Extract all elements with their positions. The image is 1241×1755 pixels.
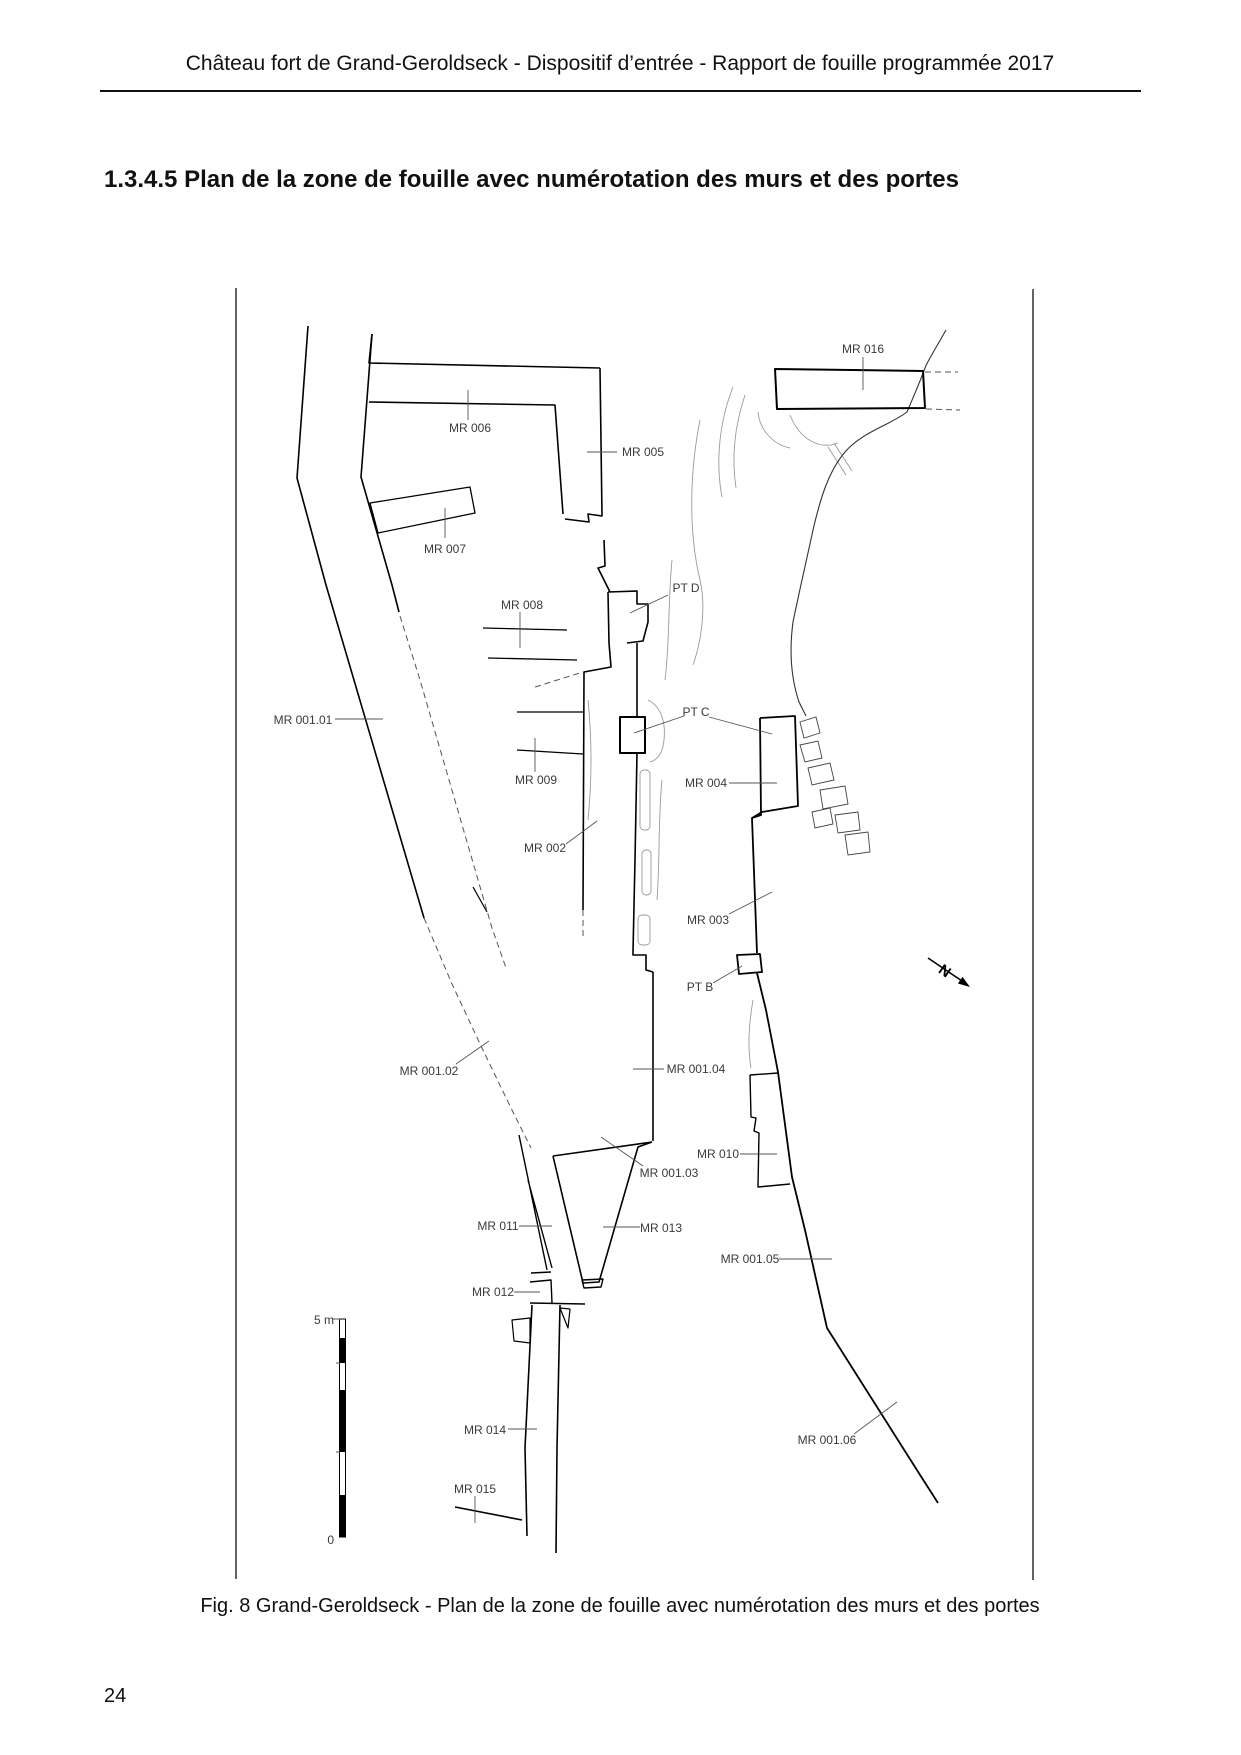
north-letter: N xyxy=(935,961,954,982)
wall-mr-008 xyxy=(483,628,577,660)
plan-labels xyxy=(274,342,885,1496)
label-mr-003: MR 003 xyxy=(686,913,730,927)
figure-frame xyxy=(236,288,1033,1580)
label-mr-007: MR 007 xyxy=(423,542,467,556)
wall-mr-011 xyxy=(519,1135,552,1273)
door-pt-c xyxy=(620,717,645,753)
label-mr-005: MR 005 xyxy=(621,445,665,459)
label-mr-014: MR 014 xyxy=(463,1423,507,1437)
wall-mr-016 xyxy=(775,369,925,409)
label-mr-009: MR 009 xyxy=(514,773,558,787)
section-heading: 1.3.4.5 Plan de la zone de fouille avec numérotation des murs et des portes xyxy=(104,166,959,193)
label-mr-012: MR 012 xyxy=(471,1285,515,1299)
wall-mr-010 xyxy=(750,1073,790,1187)
label-pt-c: PT C xyxy=(682,705,710,719)
door-pt-d xyxy=(608,591,648,643)
label-mr-002: MR 002 xyxy=(523,841,567,855)
label-mr-001-01: MR 001.01 xyxy=(273,713,333,727)
label-mr-013: MR 013 xyxy=(639,1221,683,1235)
wall-mr-006-outer xyxy=(369,334,600,368)
label-mr-015: MR 015 xyxy=(453,1482,497,1496)
wall-mr-009 xyxy=(517,712,583,754)
label-mr-008: MR 008 xyxy=(500,598,544,612)
label-mr-006: MR 006 xyxy=(448,421,492,435)
scale-zero-label: 0 xyxy=(327,1533,334,1547)
label-mr-010: MR 010 xyxy=(696,1147,740,1161)
rubble-stones xyxy=(800,717,870,855)
wall-mr-015 xyxy=(455,1507,522,1520)
label-mr-001-04: MR 001.04 xyxy=(666,1062,726,1076)
terrain-contour-lines xyxy=(588,387,852,1068)
label-mr-001-03: MR 001.03 xyxy=(639,1166,699,1180)
label-pt-b: PT B xyxy=(686,980,714,994)
page-header-title: Château fort de Grand-Geroldseck - Dispositif d’entrée - Rapport de fouille programmée 2017 xyxy=(185,52,1055,75)
door-pt-b xyxy=(737,954,762,974)
wall-mr-006-inner xyxy=(369,402,563,514)
label-pt-d: PT D xyxy=(672,581,700,595)
wall-west-enclosure xyxy=(361,334,399,612)
label-mr-001-06: MR 001.06 xyxy=(797,1433,857,1447)
label-mr-016: MR 016 xyxy=(841,342,885,356)
page-number: 24 xyxy=(104,1685,127,1707)
figure-caption: Fig. 8 Grand-Geroldseck - Plan de la zone de fouille avec numérotation des murs et des portes xyxy=(200,1595,1040,1617)
label-mr-011: MR 011 xyxy=(477,1219,519,1233)
coastline xyxy=(791,330,946,716)
north-arrow-icon xyxy=(928,958,970,987)
label-mr-001-05: MR 001.05 xyxy=(720,1252,780,1266)
wall-mr-001-01 xyxy=(297,326,424,918)
wall-lines xyxy=(297,326,938,1553)
wall-mr-001-05-06 xyxy=(757,973,938,1503)
wall-mr-013 xyxy=(553,1142,652,1283)
wall-mr-005-outer xyxy=(565,368,602,522)
wall-mr-007 xyxy=(370,487,475,533)
wall-mr-004 xyxy=(752,716,798,953)
scale-max-label: 5 m xyxy=(313,1313,334,1327)
wall-mr-002 xyxy=(583,643,611,910)
label-mr-001-02: MR 001.02 xyxy=(399,1064,459,1078)
label-mr-004: MR 004 xyxy=(684,776,728,790)
dashed-wall-traces xyxy=(400,372,960,1148)
scale-bar xyxy=(314,1313,346,1547)
